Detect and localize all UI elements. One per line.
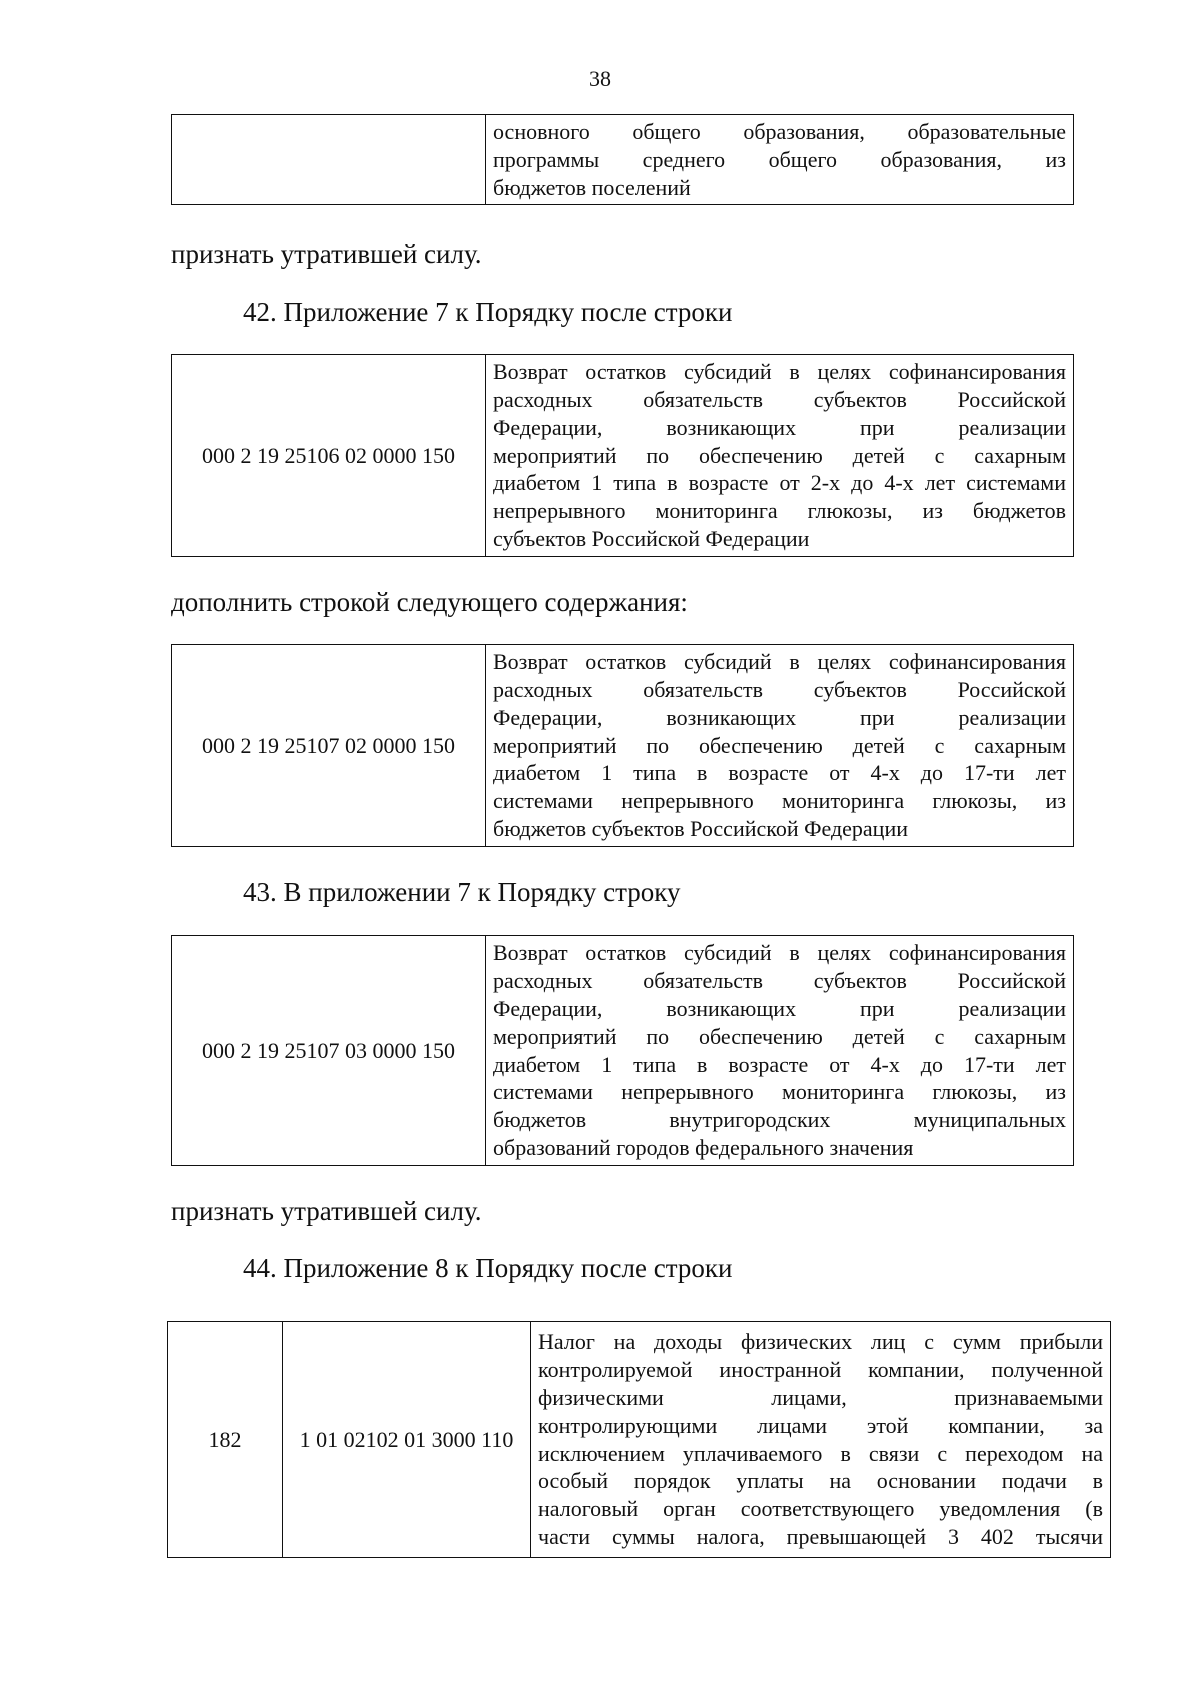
description-line: диабетом 1 типа в возрасте от 4-х до 17-ти лет xyxy=(493,760,1066,786)
description-line: непрерывного мониторинга глюкозы, из бюджетов xyxy=(493,498,1066,524)
table-44 xyxy=(167,1321,1111,1558)
table-row xyxy=(172,355,1074,557)
paragraph-add-row: дополнить строкой следующего содержания: xyxy=(171,587,688,617)
description-line: особый порядок уплаты на основании подачи в xyxy=(538,1468,1103,1494)
description-line: системами непрерывного мониторинга глюкозы, из xyxy=(493,1079,1066,1105)
paragraph-repeal-2: признать утратившей силу. xyxy=(171,1196,482,1226)
description-line: бюджетов субъектов Российской Федерации xyxy=(493,815,908,841)
description-line: бюджетов внутригородских муниципальных xyxy=(493,1107,1066,1133)
table-43 xyxy=(171,935,1074,1166)
description-line: диабетом 1 типа в возрасте от 2-х до 4-х лет системами xyxy=(493,470,1066,496)
description-line: Налог на доходы физических лиц с сумм прибыли xyxy=(538,1329,1103,1355)
page-number: 38 xyxy=(589,66,611,91)
table-row xyxy=(168,1322,1111,1558)
admin-code-cell: 182 xyxy=(168,1322,283,1558)
description-line: расходных обязательств субъектов Российской xyxy=(493,968,1066,994)
description-line: контролирующими лицами этой компании, за xyxy=(538,1412,1103,1438)
table-row xyxy=(172,936,1074,1166)
paragraph-item-42: 42. Приложение 7 к Порядку после строки xyxy=(243,297,733,327)
description-line: образований городов федерального значения xyxy=(493,1134,914,1160)
description-cell xyxy=(486,936,1074,1166)
code-cell: 000 2 19 25107 03 0000 150 xyxy=(172,936,486,1166)
code-cell: 000 2 19 25107 02 0000 150 xyxy=(172,645,486,847)
description-line: Возврат остатков субсидий в целях софинансирования xyxy=(493,359,1066,385)
description-line: расходных обязательств субъектов Российской xyxy=(493,677,1066,702)
description-line: основного общего образования, образовательные xyxy=(493,119,1066,144)
description-line: мероприятий по обеспечению детей с сахарным xyxy=(493,732,1066,758)
description-line: Федерации, возникающих при реализации xyxy=(493,414,1066,440)
description-line: мероприятий по обеспечению детей с сахарным xyxy=(493,442,1066,468)
description-cell xyxy=(531,1322,1111,1558)
description-line: расходных обязательств субъектов Российской xyxy=(493,387,1066,412)
description-cell xyxy=(486,355,1074,557)
description-line: программы среднего общего образования, из xyxy=(493,146,1066,172)
code-cell: 000 2 19 25106 02 0000 150 xyxy=(172,355,486,557)
paragraph-repeal-1: признать утратившей силу. xyxy=(171,239,482,269)
paragraph-item-43: 43. В приложении 7 к Порядку строку xyxy=(243,877,681,907)
table-42 xyxy=(171,354,1074,557)
description-line: контролируемой иностранной компании, полученной xyxy=(538,1357,1103,1383)
description-cell xyxy=(486,115,1074,205)
description-cell xyxy=(486,645,1074,847)
description-line: Возврат остатков субсидий в целях софинансирования xyxy=(493,649,1066,675)
description-line: физическими лицами, признаваемыми xyxy=(538,1384,1103,1410)
table-top xyxy=(171,114,1074,205)
table-row xyxy=(172,645,1074,847)
description-line: системами непрерывного мониторинга глюкозы, из xyxy=(493,788,1066,814)
description-line: диабетом 1 типа в возрасте от 4-х до 17-ти лет xyxy=(493,1051,1066,1077)
description-line: Федерации, возникающих при реализации xyxy=(493,704,1066,730)
description-line: Возврат остатков субсидий в целях софинансирования xyxy=(493,940,1066,966)
description-line: бюджетов поселений xyxy=(493,174,691,200)
description-line: части суммы налога, превышающей 3 402 тысячи xyxy=(538,1523,1103,1549)
code-cell: 1 01 02102 01 3000 110 xyxy=(283,1322,531,1558)
description-line: субъектов Российской Федерации xyxy=(493,525,810,551)
code-cell xyxy=(172,115,486,205)
description-line: исключением уплачиваемого в связи с переходом на xyxy=(538,1440,1103,1466)
description-line: мероприятий по обеспечению детей с сахарным xyxy=(493,1023,1066,1049)
paragraph-item-44: 44. Приложение 8 к Порядку после строки xyxy=(243,1253,733,1283)
table-row xyxy=(172,115,1074,205)
description-line: налоговый орган соответствующего уведомления (в xyxy=(538,1496,1103,1522)
description-line: Федерации, возникающих при реализации xyxy=(493,995,1066,1021)
table-add xyxy=(171,644,1074,847)
